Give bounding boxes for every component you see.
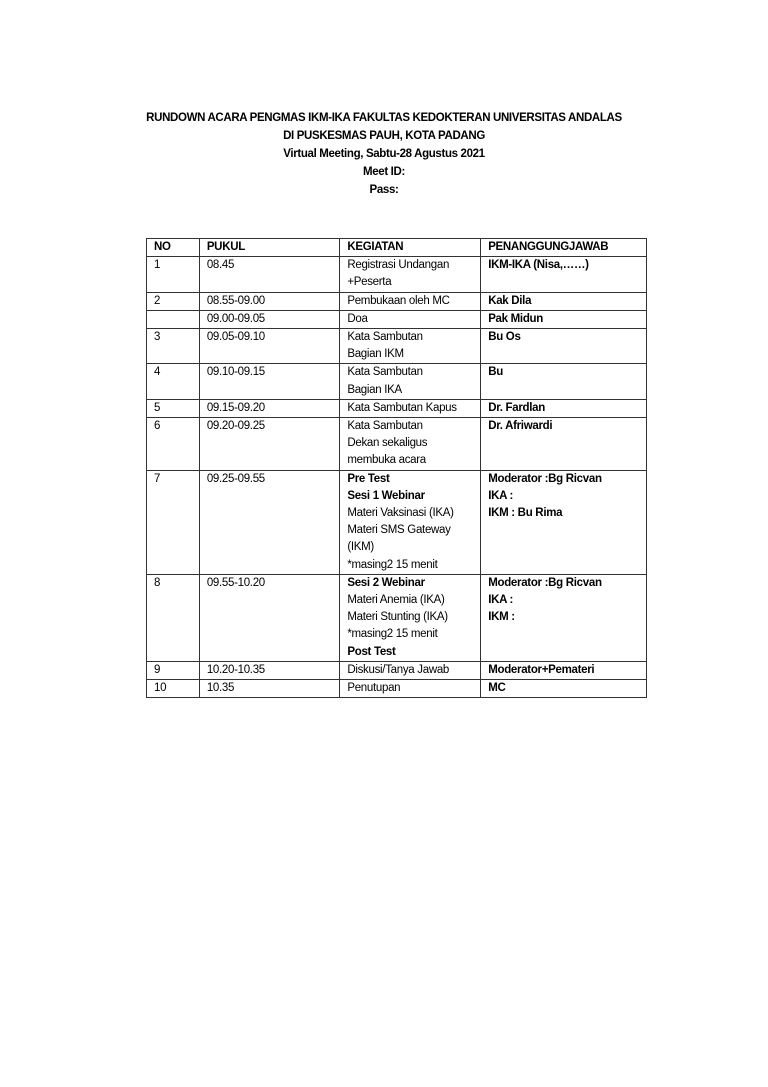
- meeting-date-line: Virtual Meeting, Sabtu-28 Agustus 2021: [283, 148, 485, 160]
- penanggungjawab-line: Moderator :Bg Ricvan: [488, 472, 602, 485]
- kegiatan-line: *masing2 15 menit: [347, 558, 438, 571]
- kegiatan-line: Post Test: [347, 645, 396, 658]
- cell-kegiatan: [340, 470, 481, 574]
- penanggungjawab-line: Dr. Afriwardi: [488, 420, 553, 433]
- table-row: [147, 399, 647, 417]
- cell-penanggungjawab: [481, 418, 647, 471]
- table-row: [147, 292, 647, 310]
- table-row: [147, 257, 647, 292]
- cell-kegiatan: [340, 574, 481, 661]
- penanggungjawab-line: IKM-IKA (Nisa,……): [488, 259, 589, 272]
- cell-kegiatan: [340, 661, 481, 679]
- column-header-pukul: PUKUL: [199, 239, 340, 257]
- penanggungjawab-line: IKA :: [488, 489, 514, 502]
- table-row: [147, 310, 647, 328]
- penanggungjawab-line: Bu: [488, 366, 503, 379]
- kegiatan-line: Bagian IKM: [347, 348, 404, 361]
- cell-no: 2: [147, 292, 200, 310]
- kegiatan-line: Pembukaan oleh MC: [347, 294, 450, 307]
- cell-kegiatan: [340, 680, 481, 698]
- kegiatan-line: Sesi 2 Webinar: [347, 576, 425, 589]
- cell-pukul: 10.20-10.35: [199, 661, 340, 679]
- cell-no: 4: [147, 364, 200, 399]
- kegiatan-line: Dekan sekaligus: [347, 437, 428, 450]
- cell-no: 5: [147, 399, 200, 417]
- meet-id-line: Meet ID:: [363, 166, 405, 178]
- table-row: [147, 470, 647, 574]
- cell-pukul: 10.35: [199, 680, 340, 698]
- cell-pukul: 09.05-09.10: [199, 329, 340, 364]
- kegiatan-line: (IKM): [347, 541, 374, 554]
- penanggungjawab-line: Kak Dila: [488, 294, 532, 307]
- cell-penanggungjawab: [481, 329, 647, 364]
- penanggungjawab-line: IKM :: [488, 611, 515, 624]
- kegiatan-line: +Peserta: [347, 276, 392, 289]
- cell-penanggungjawab: [481, 574, 647, 661]
- kegiatan-line: Materi SMS Gateway: [347, 524, 451, 537]
- kegiatan-line: Pre Test: [347, 472, 390, 485]
- table-row: [147, 329, 647, 364]
- kegiatan-line: Materi Stunting (IKA): [347, 611, 448, 624]
- penanggungjawab-line: Bu Os: [488, 331, 521, 344]
- table-row: [147, 680, 647, 698]
- cell-no: 1: [147, 257, 200, 292]
- table-row: [147, 661, 647, 679]
- cell-no: 8: [147, 574, 200, 661]
- kegiatan-line: Materi Vaksinasi (IKA): [347, 507, 454, 520]
- table-row: [147, 418, 647, 471]
- cell-no: [147, 310, 200, 328]
- kegiatan-line: Bagian IKA: [347, 383, 402, 396]
- penanggungjawab-line: Moderator+Pemateri: [488, 663, 595, 676]
- kegiatan-line: Doa: [347, 312, 368, 325]
- table-row: [147, 364, 647, 399]
- title-line: RUNDOWN ACARA PENGMAS IKM-IKA FAKULTAS KEDOKTERAN UNIVERSITAS ANDALAS: [146, 112, 622, 124]
- cell-pukul: 09.00-09.05: [199, 310, 340, 328]
- cell-kegiatan: [340, 329, 481, 364]
- penanggungjawab-line: IKM : Bu Rima: [488, 507, 563, 520]
- cell-penanggungjawab: [481, 470, 647, 574]
- cell-kegiatan: [340, 310, 481, 328]
- column-header-kegiatan: KEGIATAN: [340, 239, 481, 257]
- column-header-penanggungjawab: PENANGGUNGJAWAB: [481, 239, 647, 257]
- penanggungjawab-line: IKA :: [488, 594, 514, 607]
- cell-pukul: 09.55-10.20: [199, 574, 340, 661]
- cell-kegiatan: [340, 364, 481, 399]
- penanggungjawab-line: MC: [488, 682, 506, 695]
- cell-penanggungjawab: [481, 364, 647, 399]
- document-header: [0, 109, 768, 199]
- kegiatan-line: Kata Sambutan Kapus: [347, 401, 457, 414]
- kegiatan-line: Diskusi/Tanya Jawab: [347, 663, 450, 676]
- cell-penanggungjawab: [481, 399, 647, 417]
- kegiatan-line: Registrasi Undangan: [347, 259, 450, 272]
- kegiatan-line: Penutupan: [347, 682, 401, 695]
- cell-no: 3: [147, 329, 200, 364]
- column-header-no: NO: [147, 239, 200, 257]
- cell-no: 9: [147, 661, 200, 679]
- penanggungjawab-line: Dr. Fardlan: [488, 401, 545, 414]
- cell-penanggungjawab: [481, 680, 647, 698]
- cell-kegiatan: [340, 292, 481, 310]
- cell-kegiatan: [340, 399, 481, 417]
- cell-pukul: 09.15-09.20: [199, 399, 340, 417]
- penanggungjawab-line: Pak Midun: [488, 312, 543, 325]
- cell-no: 6: [147, 418, 200, 471]
- kegiatan-line: membuka acara: [347, 454, 426, 467]
- cell-pukul: 08.55-09.00: [199, 292, 340, 310]
- cell-kegiatan: [340, 418, 481, 471]
- cell-pukul: 09.10-09.15: [199, 364, 340, 399]
- cell-pukul: 08.45: [199, 257, 340, 292]
- cell-no: 7: [147, 470, 200, 574]
- penanggungjawab-line: Moderator :Bg Ricvan: [488, 576, 602, 589]
- kegiatan-line: Kata Sambutan: [347, 331, 423, 344]
- table-row: [147, 574, 647, 661]
- location-line: DI PUSKESMAS PAUH, KOTA PADANG: [283, 130, 485, 142]
- cell-kegiatan: [340, 257, 481, 292]
- cell-penanggungjawab: [481, 310, 647, 328]
- cell-penanggungjawab: [481, 257, 647, 292]
- kegiatan-line: Kata Sambutan: [347, 366, 423, 379]
- cell-pukul: 09.25-09.55: [199, 470, 340, 574]
- kegiatan-line: *masing2 15 menit: [347, 628, 438, 641]
- cell-penanggungjawab: [481, 661, 647, 679]
- cell-penanggungjawab: [481, 292, 647, 310]
- table-body: [147, 257, 647, 698]
- table-header-row: [147, 239, 647, 257]
- kegiatan-line: Kata Sambutan: [347, 420, 423, 433]
- cell-pukul: 09.20-09.25: [199, 418, 340, 471]
- pass-line: Pass:: [369, 184, 399, 196]
- kegiatan-line: Materi Anemia (IKA): [347, 594, 445, 607]
- rundown-table: [146, 238, 647, 698]
- kegiatan-line: Sesi 1 Webinar: [347, 489, 425, 502]
- cell-no: 10: [147, 680, 200, 698]
